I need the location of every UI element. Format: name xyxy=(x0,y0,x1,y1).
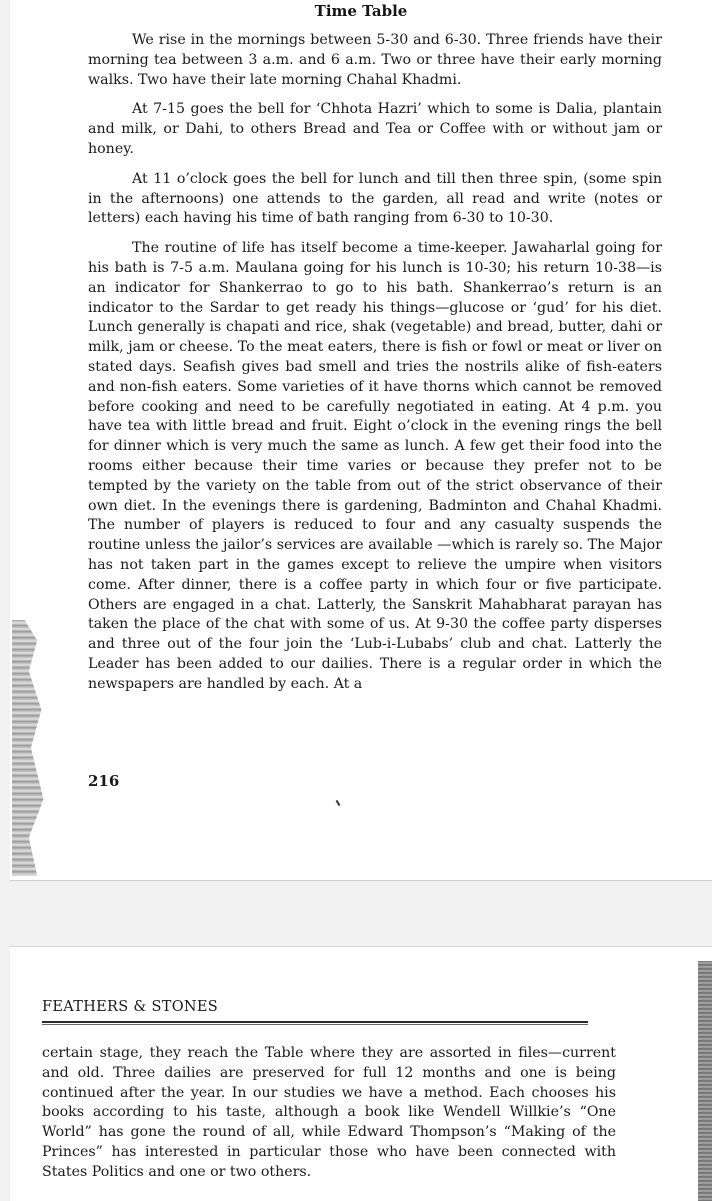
scan-speck xyxy=(336,800,341,806)
book-page-216 xyxy=(10,0,712,881)
paragraph-lunch: At 11 o’clock goes the bell for lunch and till then three spin, (some spin in the afternoons) one attends to the garden, all read and write (notes or letters) each having his time of bath ranging from 6-30 to 10-30. xyxy=(88,170,662,227)
page-body-continued: certain stage, they reach the Table where they are assorted in files—current and old. Three dailies are preserved for full 12 months and one is being continued after the year. In our studies we have a method. Each chooses his books according to his taste, although a book like Wendell Willkie’s “One World” has gone the round of all, while Edward Thompson’s “Making of the Princes” has interested in particular those who have been connected with States Politics and one or two others. xyxy=(42,1045,616,1180)
book-page-217 xyxy=(10,946,712,1201)
header-rule xyxy=(42,1021,588,1023)
paragraph-chhota-hazri: At 7-15 goes the bell for ‘Chhota Hazri’ which to some is Dalia, plantain and milk, or Dahi, to others Bread and Tea or Coffee with or without jam or honey. xyxy=(88,101,662,157)
header-rule-thin xyxy=(42,1024,588,1025)
scan-margin-shadow xyxy=(12,620,54,876)
running-head: FEATHERS & STONES xyxy=(42,999,218,1015)
scan-edge-shadow xyxy=(698,961,712,1201)
paragraph-routine: The routine of life has itself become a time-keeper. Jawaharlal going for his bath is 7-5 a.m. Maulana going for his lunch is 10-30; his return 10-38—is an indicator for Shankerrao to go to his bath. Shankerrao’s return is an indicator to the Sardar to get ready his things—glucose or ‘gud’ for his diet. Lunch generally is chapati and rice, shak (vegetable) and bread, butter, dahi or milk, jam or cheese. To the meat eaters, there is fish or fowl or meat or liver on stated days. Seafish gives bad smell and tries the nostrils alike of fish-eaters and non-fish eaters. Some varieties of it have thorns which cannot be removed before cooking and need to be carefully negotiated in eating. At 4 p.m. you have tea with little bread and fruit. Eight o’clock in the evening rings the bell for dinner which is very much the same as lunch. A few get their food into the rooms either because their time varies or because they prefer not to be tempted by the variety on the table from out of the strict observance of their own diet. In the evenings there is gardening, Badminton and Chahal Khadmi. The number of players is reduced to four and any casualty suspends the routine unless the jailor’s services are available —which is rarely so. The Major has not taken part in the games except to relieve the umpire when visitors come. After dinner, there is a coffee party in which four or five participate. Others are engaged in a chat. Latterly, the Sanskrit Mahabharat parayan has taken the place of the chat with some of us. At 9-30 the coffee party disperses and three out of the four join the ‘Lub-i-Lubabs’ club and chat. Latterly the Leader has been added to our dailies. There is a regular order in which the newspapers are handled by each. At a xyxy=(88,240,662,692)
paragraph-wake-up: We rise in the mornings between 5-30 and 6-30. Three friends have their morning tea between 3 a.m. and 6 a.m. Two or three have their early morning walks. Two have their late morning Chahal Khadmi. xyxy=(88,32,662,88)
page-body xyxy=(88,31,662,705)
section-heading: Time Table xyxy=(314,2,408,20)
page-number: 216 xyxy=(88,772,120,790)
